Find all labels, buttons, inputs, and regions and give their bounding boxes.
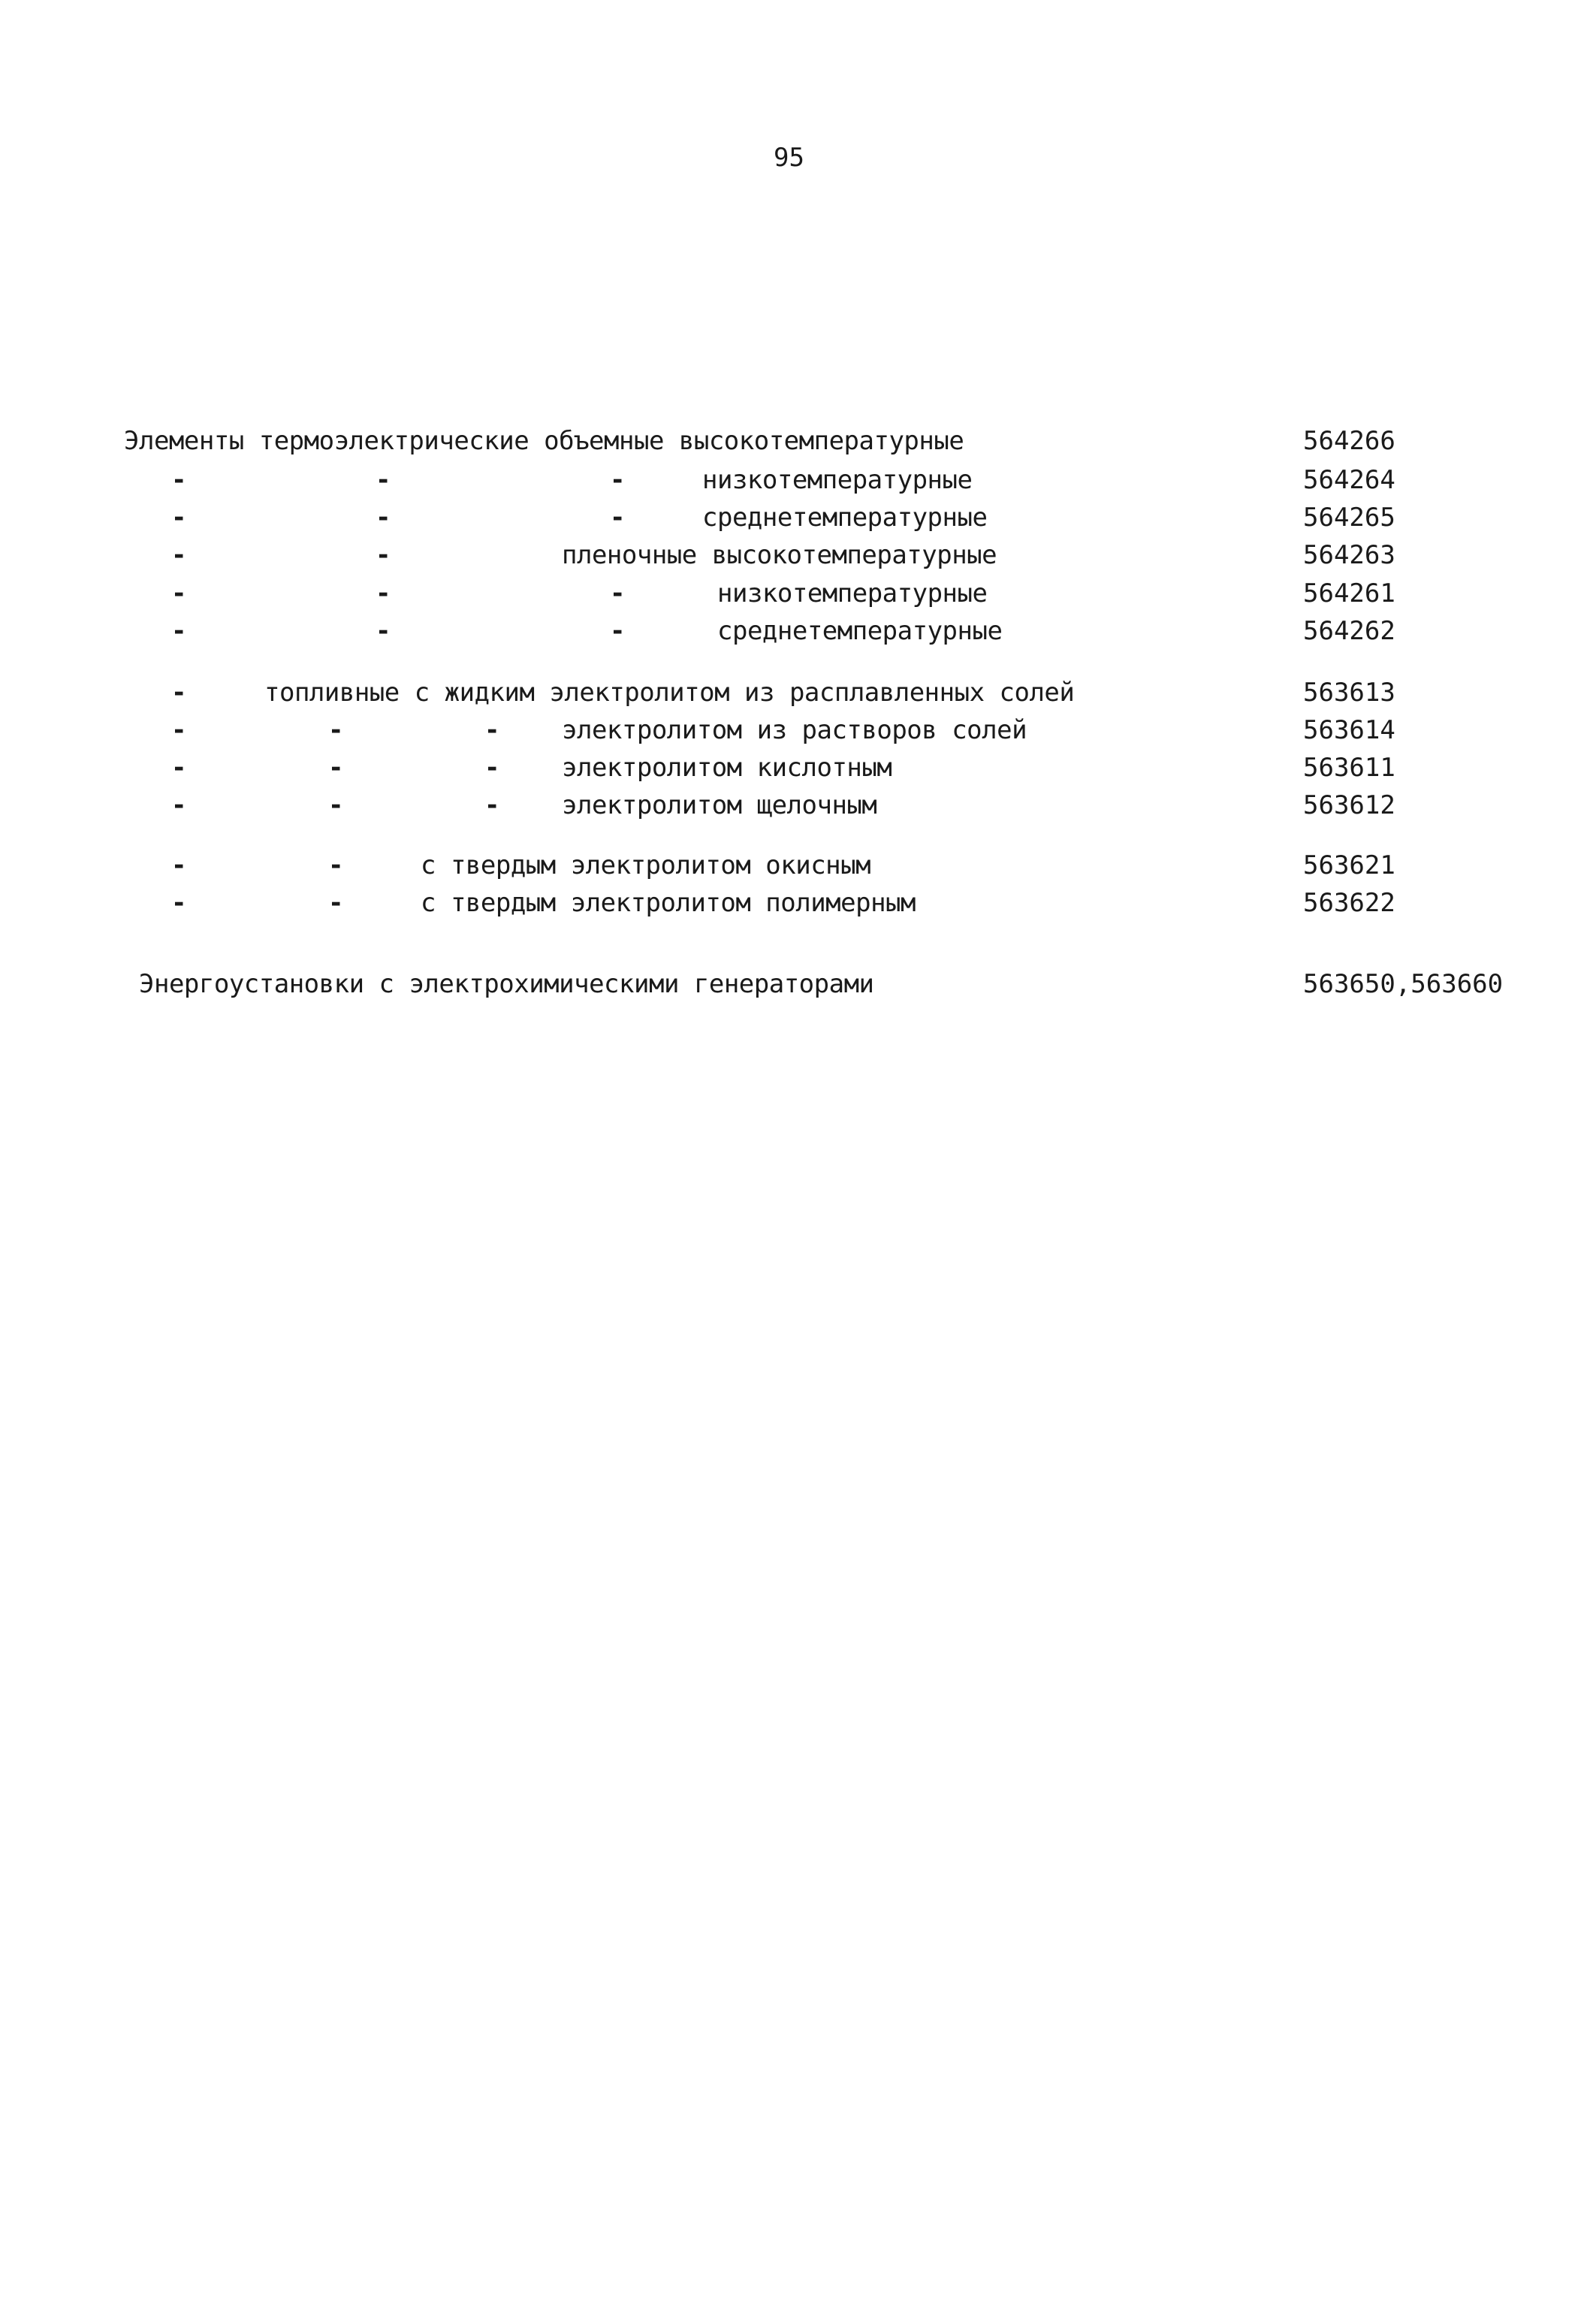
row-3-dash-2: -: [376, 503, 391, 533]
row-11-text: с твердым электролитом окисным: [421, 850, 871, 880]
row-5-dash-2: -: [376, 578, 391, 608]
row-2-dash-3: -: [610, 465, 626, 495]
row-4-dash-2: -: [376, 540, 391, 570]
row-3-code: 564265: [1303, 503, 1395, 533]
row-12-dash-2: -: [328, 888, 344, 918]
row-6-dash-3: -: [610, 616, 626, 646]
row-3-dash-1: -: [171, 503, 187, 533]
row-2-dash-1: -: [171, 465, 187, 495]
row-6-dash-2: -: [376, 616, 391, 646]
row-7-text: топливные с жидким электролитом из расплавленных солей: [264, 678, 1075, 708]
row-13-code: 563650,563660: [1303, 969, 1504, 999]
row-5-code: 564261: [1303, 578, 1395, 608]
row-12-dash-1: -: [171, 888, 187, 918]
row-9-code: 563611: [1303, 753, 1395, 783]
row-3-text: среднетемпературные: [702, 503, 988, 533]
row-6-text: среднетемпературные: [717, 616, 1003, 646]
row-10-text: электролитом щелочным: [562, 790, 877, 820]
row-9-text: электролитом кислотным: [562, 753, 892, 783]
row-10-dash-1: -: [171, 790, 187, 820]
row-11-dash-2: -: [328, 850, 344, 880]
row-2-text: низкотемпературные: [702, 465, 973, 495]
row-1-text: Элементы термоэлектрические объемные высокотемпературные: [124, 426, 964, 456]
row-5-dash-3: -: [610, 578, 626, 608]
row-10-code: 563612: [1303, 790, 1395, 820]
page-number: 95: [774, 143, 804, 173]
row-13-text: Энергоустановки с электрохимическими генераторами: [139, 969, 874, 999]
row-5-dash-1: -: [171, 578, 187, 608]
row-6-code: 564262: [1303, 616, 1395, 646]
row-8-dash-1: -: [171, 715, 187, 745]
row-7-code: 563613: [1303, 678, 1395, 708]
row-9-dash-3: -: [484, 753, 500, 783]
row-12-text: с твердым электролитом полимерным: [421, 888, 916, 918]
row-11-dash-1: -: [171, 850, 187, 880]
row-2-dash-2: -: [376, 465, 391, 495]
row-8-text: электролитом из растворов солей: [562, 715, 1027, 745]
row-6-dash-1: -: [171, 616, 187, 646]
row-10-dash-3: -: [484, 790, 500, 820]
row-4-text: пленочные высокотемпературные: [562, 540, 997, 570]
row-5-text: низкотемпературные: [717, 578, 988, 608]
row-9-dash-2: -: [328, 753, 344, 783]
row-8-dash-2: -: [328, 715, 344, 745]
row-3-dash-3: -: [610, 503, 626, 533]
row-2-code: 564264: [1303, 465, 1395, 495]
row-1-code: 564266: [1303, 426, 1395, 456]
row-4-dash-1: -: [171, 540, 187, 570]
row-4-code: 564263: [1303, 540, 1395, 570]
row-12-code: 563622: [1303, 888, 1395, 918]
row-9-dash-1: -: [171, 753, 187, 783]
row-10-dash-2: -: [328, 790, 344, 820]
row-8-code: 563614: [1303, 715, 1395, 745]
row-7-dash-1: -: [171, 678, 187, 708]
row-8-dash-3: -: [484, 715, 500, 745]
row-11-code: 563621: [1303, 850, 1395, 880]
